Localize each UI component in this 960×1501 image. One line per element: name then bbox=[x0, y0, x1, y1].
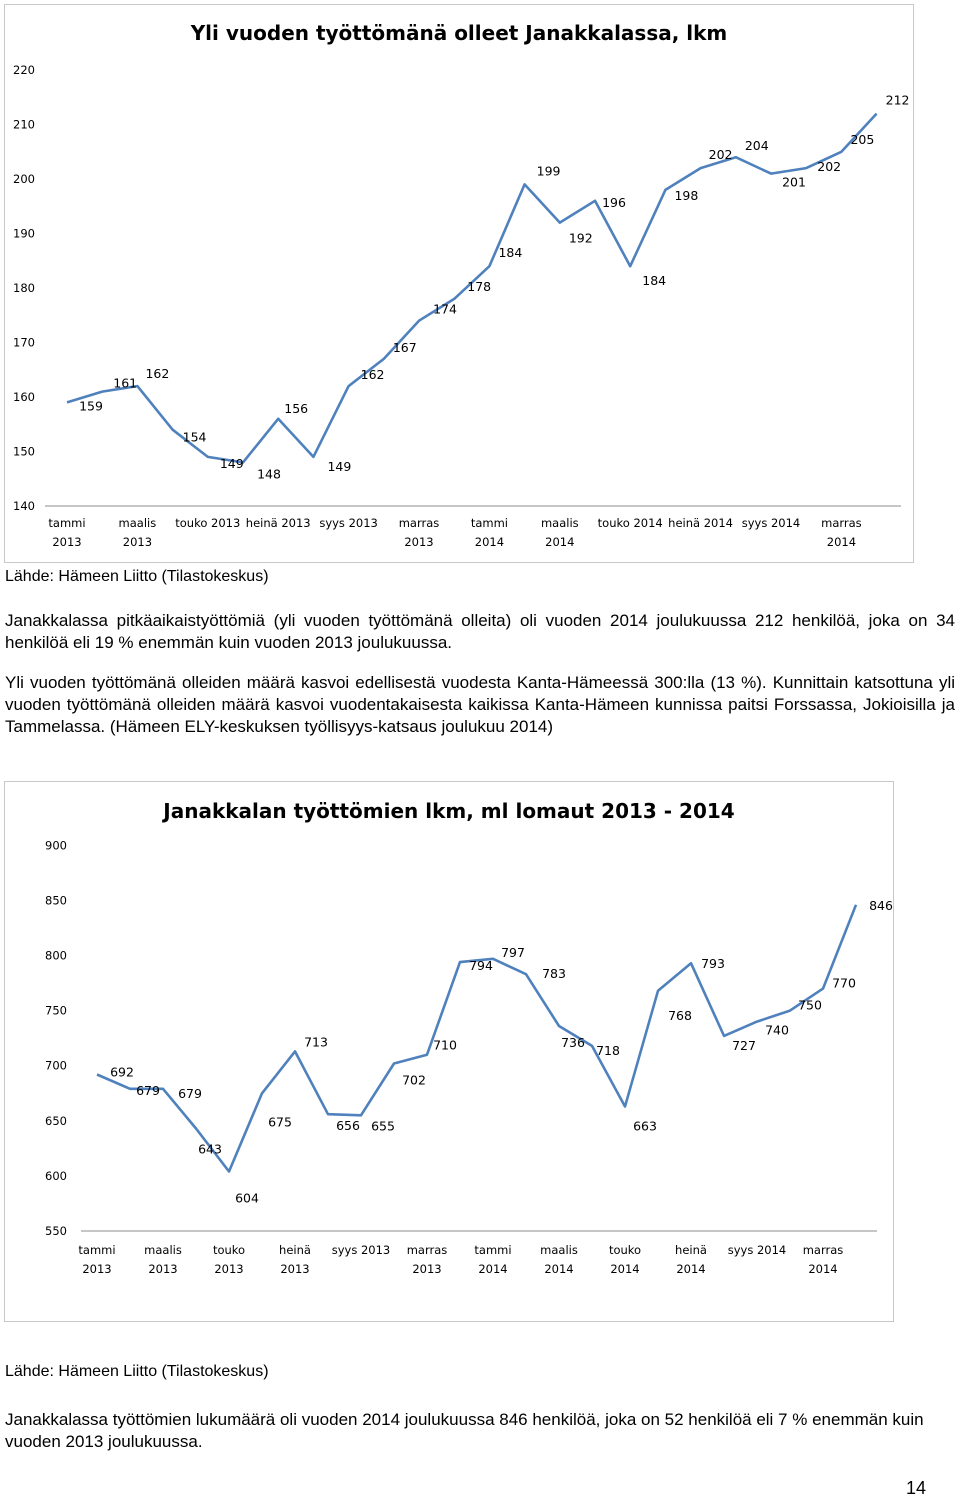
x-tick-label: 2014 bbox=[544, 1262, 574, 1276]
data-label: 156 bbox=[284, 400, 309, 416]
data-label: 710 bbox=[433, 1037, 457, 1053]
chart-title: Janakkalan työttömien lkm, ml lomaut 2013 - 2014 bbox=[163, 799, 735, 823]
x-tick-label: tammi bbox=[78, 1243, 116, 1257]
x-tick-label: 2013 bbox=[214, 1262, 244, 1276]
data-label: 161 bbox=[113, 375, 138, 391]
data-label: 148 bbox=[257, 466, 281, 482]
x-tick-label: 2014 bbox=[826, 535, 857, 549]
x-tick-label: touko 2013 bbox=[175, 516, 241, 530]
chart-title: Yli vuoden työttömänä olleet Janakkalassa, lkm bbox=[190, 21, 728, 45]
x-tick-label: syys 2014 bbox=[727, 1243, 787, 1257]
x-tick-label: 2014 bbox=[474, 535, 505, 549]
x-tick-label: 2013 bbox=[280, 1262, 310, 1276]
data-label: 154 bbox=[182, 429, 207, 445]
data-label: 770 bbox=[832, 975, 856, 991]
chart-unemployed-incl-layoffs bbox=[4, 781, 894, 1322]
data-label: 793 bbox=[701, 956, 725, 972]
chart-long-term-unemployed-svg bbox=[5, 5, 913, 562]
data-label: 149 bbox=[219, 455, 244, 471]
y-tick-label: 900 bbox=[45, 838, 67, 853]
page-number: 14 bbox=[906, 1478, 927, 1498]
data-label: 702 bbox=[402, 1072, 426, 1088]
chart-long-term-unemployed bbox=[4, 4, 914, 563]
data-label: 768 bbox=[668, 1007, 692, 1023]
data-label: 162 bbox=[360, 367, 385, 383]
y-tick-label: 160 bbox=[13, 390, 35, 404]
data-label: 727 bbox=[732, 1037, 756, 1053]
data-label: 159 bbox=[79, 398, 103, 414]
y-tick-label: 800 bbox=[45, 948, 67, 963]
data-label: 604 bbox=[235, 1190, 259, 1206]
paragraph-unemployed-summary: Janakkalassa työttömien lukumäärä oli vuoden 2014 joulukuussa 846 henkilöä, joka on 52 henkilöä eli 7 % enemmän kuin vuoden 2013 joulukuussa. bbox=[5, 1410, 924, 1451]
data-label: 184 bbox=[642, 273, 667, 289]
x-tick-label: syys 2013 bbox=[319, 516, 378, 530]
data-label: 718 bbox=[596, 1042, 620, 1058]
y-tick-label: 750 bbox=[45, 1003, 67, 1018]
data-label: 655 bbox=[371, 1118, 395, 1134]
x-tick-label: 2014 bbox=[808, 1262, 838, 1276]
y-tick-label: 210 bbox=[13, 117, 35, 132]
data-label: 736 bbox=[561, 1035, 585, 1051]
data-label: 167 bbox=[392, 339, 417, 355]
y-tick-label: 220 bbox=[13, 63, 35, 77]
x-tick-label: touko bbox=[212, 1243, 246, 1257]
x-tick-label: 2013 bbox=[52, 535, 82, 549]
data-label: 679 bbox=[136, 1082, 160, 1098]
data-label: 198 bbox=[674, 187, 699, 203]
data-label: 192 bbox=[568, 230, 593, 246]
x-tick-label: 2014 bbox=[676, 1262, 706, 1276]
x-tick-label: marras bbox=[802, 1243, 844, 1257]
x-tick-label: marras bbox=[821, 516, 862, 530]
paragraph-long-term-summary: Janakkalassa pitkäaikaistyöttömiä (yli vuoden työttömänä olleita) oli vuoden 2014 joulukuussa 212 henkilöä, joka on 34 henkilöä eli 19 % enemmän kuin vuoden 2013 joulukuussa. bbox=[5, 611, 955, 652]
data-label: 202 bbox=[817, 159, 842, 175]
x-tick-label: 2013 bbox=[82, 1262, 112, 1276]
data-label: 178 bbox=[467, 278, 492, 294]
data-label: 713 bbox=[304, 1034, 328, 1050]
x-tick-label: heinä bbox=[675, 1243, 707, 1257]
data-label: 202 bbox=[708, 147, 733, 163]
data-label: 184 bbox=[498, 245, 523, 261]
data-label: 643 bbox=[198, 1141, 222, 1157]
y-tick-label: 190 bbox=[13, 226, 35, 241]
x-tick-label: maalis bbox=[540, 516, 579, 530]
x-tick-label: marras bbox=[398, 516, 440, 530]
data-label: 656 bbox=[336, 1118, 360, 1134]
y-tick-label: 550 bbox=[45, 1224, 67, 1238]
data-label: 797 bbox=[501, 944, 525, 960]
data-label: 679 bbox=[178, 1085, 202, 1101]
y-tick-label: 600 bbox=[45, 1168, 67, 1183]
x-tick-label: syys 2014 bbox=[741, 516, 801, 530]
data-label: 204 bbox=[744, 138, 769, 154]
data-label: 174 bbox=[433, 301, 457, 317]
x-tick-label: 2013 bbox=[404, 535, 434, 549]
y-tick-label: 150 bbox=[13, 444, 35, 459]
data-label: 205 bbox=[850, 131, 875, 147]
y-tick-label: 140 bbox=[13, 499, 35, 513]
data-label: 149 bbox=[327, 458, 352, 474]
data-label: 196 bbox=[602, 194, 626, 210]
x-tick-label: 2014 bbox=[610, 1262, 640, 1276]
x-tick-label: heinä bbox=[279, 1243, 311, 1257]
x-tick-label: maalis bbox=[144, 1243, 182, 1257]
y-tick-label: 850 bbox=[45, 893, 67, 908]
data-label: 692 bbox=[110, 1064, 134, 1080]
data-label: 740 bbox=[765, 1022, 789, 1038]
data-label: 162 bbox=[145, 366, 170, 382]
x-tick-label: 2013 bbox=[148, 1262, 178, 1276]
paragraph-regional-comparison: Yli vuoden työttömänä olleiden määrä kasvoi edellisestä vuodesta Kanta-Hämeessä 300:lla (13 %). Kunnittain katsottuna yli vuoden työttömänä olleiden määrä kasvoi vuodentakaisesta kaikissa Kanta-Hämeen kunnissa paitsi Forssassa, Jokioisilla ja Tammelassa. (Hämeen ELY-keskuksen työllisyys-katsaus joulukuu 2014) bbox=[5, 673, 955, 736]
data-label: 750 bbox=[798, 997, 822, 1013]
data-label: 201 bbox=[782, 174, 806, 190]
x-tick-label: syys 2013 bbox=[331, 1243, 391, 1257]
y-tick-label: 650 bbox=[45, 1113, 67, 1128]
data-label: 212 bbox=[885, 92, 910, 108]
data-label: 846 bbox=[869, 897, 893, 913]
y-tick-label: 180 bbox=[13, 281, 35, 295]
x-tick-label: tammi bbox=[48, 516, 86, 530]
x-tick-label: heinä 2014 bbox=[668, 516, 734, 530]
x-tick-label: tammi bbox=[470, 516, 508, 530]
x-tick-label: 2014 bbox=[478, 1262, 508, 1276]
x-tick-label: touko bbox=[608, 1243, 642, 1257]
y-tick-label: 200 bbox=[13, 172, 35, 186]
data-label: 675 bbox=[268, 1114, 292, 1130]
chart1-source: Lähde: Hämeen Liitto (Tilastokeskus) bbox=[5, 568, 269, 585]
chart2-source: Lähde: Hämeen Liitto (Tilastokeskus) bbox=[5, 1363, 269, 1380]
x-tick-label: 2013 bbox=[122, 535, 153, 549]
x-tick-label: tammi bbox=[474, 1243, 512, 1257]
x-tick-label: 2013 bbox=[412, 1262, 442, 1276]
x-tick-label: touko 2014 bbox=[597, 516, 663, 530]
chart-unemployed-incl-layoffs-svg bbox=[5, 782, 893, 1321]
data-label: 199 bbox=[536, 163, 561, 179]
x-tick-label: 2014 bbox=[545, 535, 575, 549]
y-tick-label: 170 bbox=[13, 335, 35, 350]
y-tick-label: 700 bbox=[45, 1058, 67, 1073]
x-tick-label: maalis bbox=[118, 516, 157, 530]
data-label: 783 bbox=[542, 966, 566, 982]
x-tick-label: heinä 2013 bbox=[245, 516, 311, 530]
x-tick-label: marras bbox=[406, 1243, 448, 1257]
data-label: 794 bbox=[469, 958, 493, 974]
x-tick-label: maalis bbox=[540, 1243, 578, 1257]
data-label: 663 bbox=[633, 1118, 657, 1134]
